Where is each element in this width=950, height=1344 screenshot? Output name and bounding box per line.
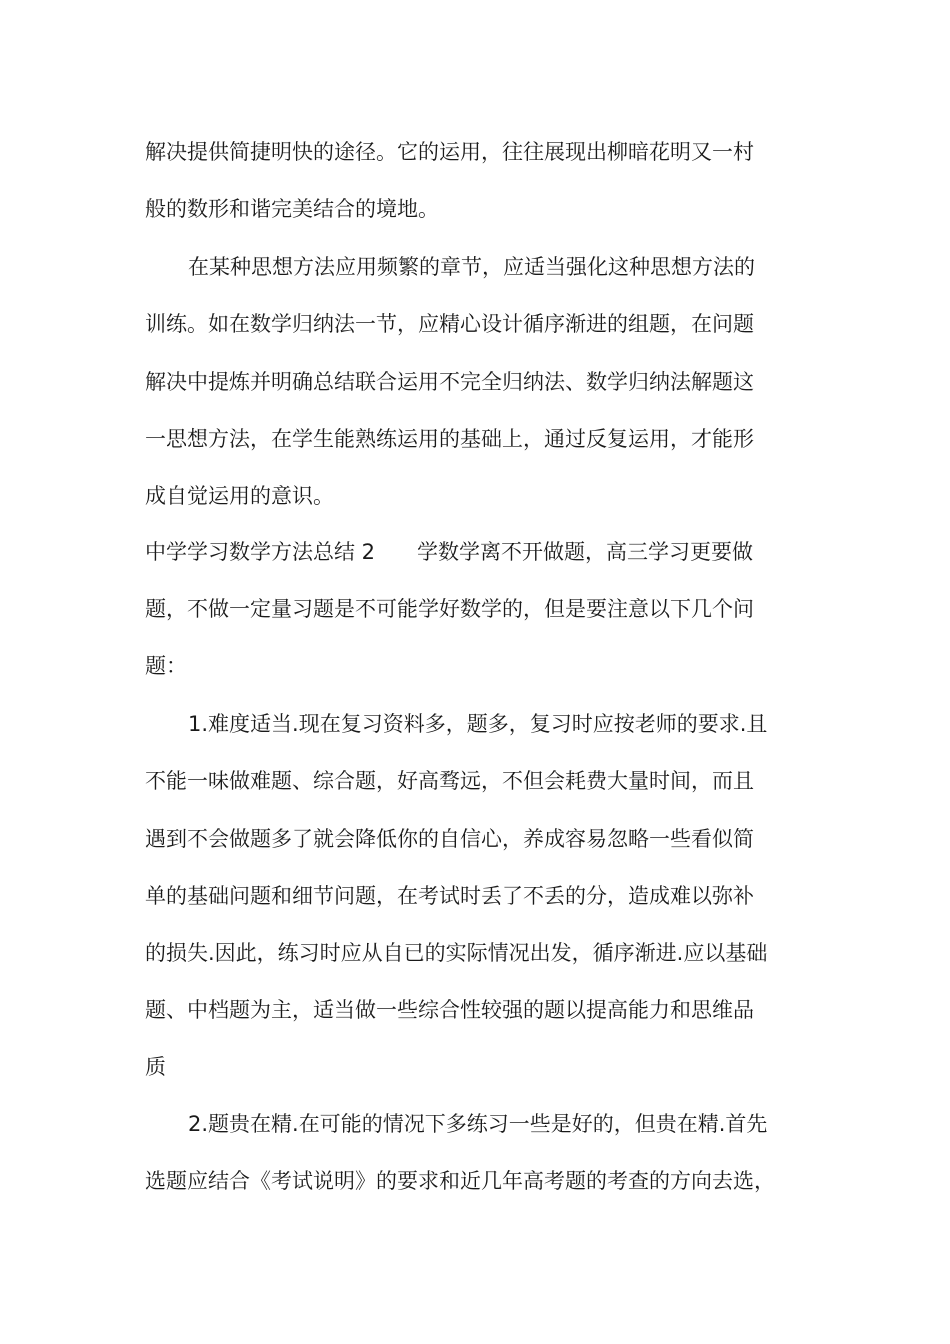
text-line: 成自觉运用的意识。 [145, 484, 334, 508]
text-line: 单的基础问题和细节问题，在考试时丢了不丢的分，造成难以弥补 [145, 884, 754, 908]
text-line: 质 [145, 1055, 166, 1079]
text-line: 一思想方法，在学生能熟练运用的基础上，通过反复运用，才能形 [145, 427, 754, 451]
text-line: 题、中档题为主，适当做一些综合性较强的题以提高能力和思维品 [145, 998, 754, 1022]
paragraph-first-line: 在某种思想方法应用频繁的章节，应适当强化这种思想方法的 [188, 255, 755, 279]
section-heading-line: 中学学习数学方法总结 2 学数学离不开做题，高三学习更要做 [145, 540, 754, 564]
paragraph-first-line: 1.难度适当.现在复习资料多，题多，复习时应按老师的要求.且 [188, 712, 768, 736]
text-line: 般的数形和谐完美结合的境地。 [145, 197, 439, 221]
text-line: 解决提供简捷明快的途径。它的运用，往往展现出柳暗花明又一村 [145, 140, 754, 164]
text-line: 题，不做一定量习题是不可能学好数学的，但是要注意以下几个问 [145, 597, 754, 621]
text-line: 题： [145, 654, 187, 678]
text-line: 解决中提炼并明确总结联合运用不完全归纳法、数学归纳法解题这 [145, 370, 754, 394]
text-line: 的损失.因此，练习时应从自已的实际情况出发，循序渐进.应以基础 [145, 941, 768, 965]
text-line: 选题应结合《考试说明》的要求和近几年高考题的考查的方向去选， [145, 1169, 775, 1193]
text-line: 训练。如在数学归纳法一节，应精心设计循序渐进的组题，在问题 [145, 312, 754, 336]
text-line: 不能一味做难题、综合题，好高骛远，不但会耗费大量时间，而且 [145, 769, 754, 793]
text-line: 遇到不会做题多了就会降低你的自信心，养成容易忽略一些看似简 [145, 827, 754, 851]
paragraph-first-line: 2.题贵在精.在可能的情况下多练习一些是好的，但贵在精.首先 [188, 1112, 768, 1136]
